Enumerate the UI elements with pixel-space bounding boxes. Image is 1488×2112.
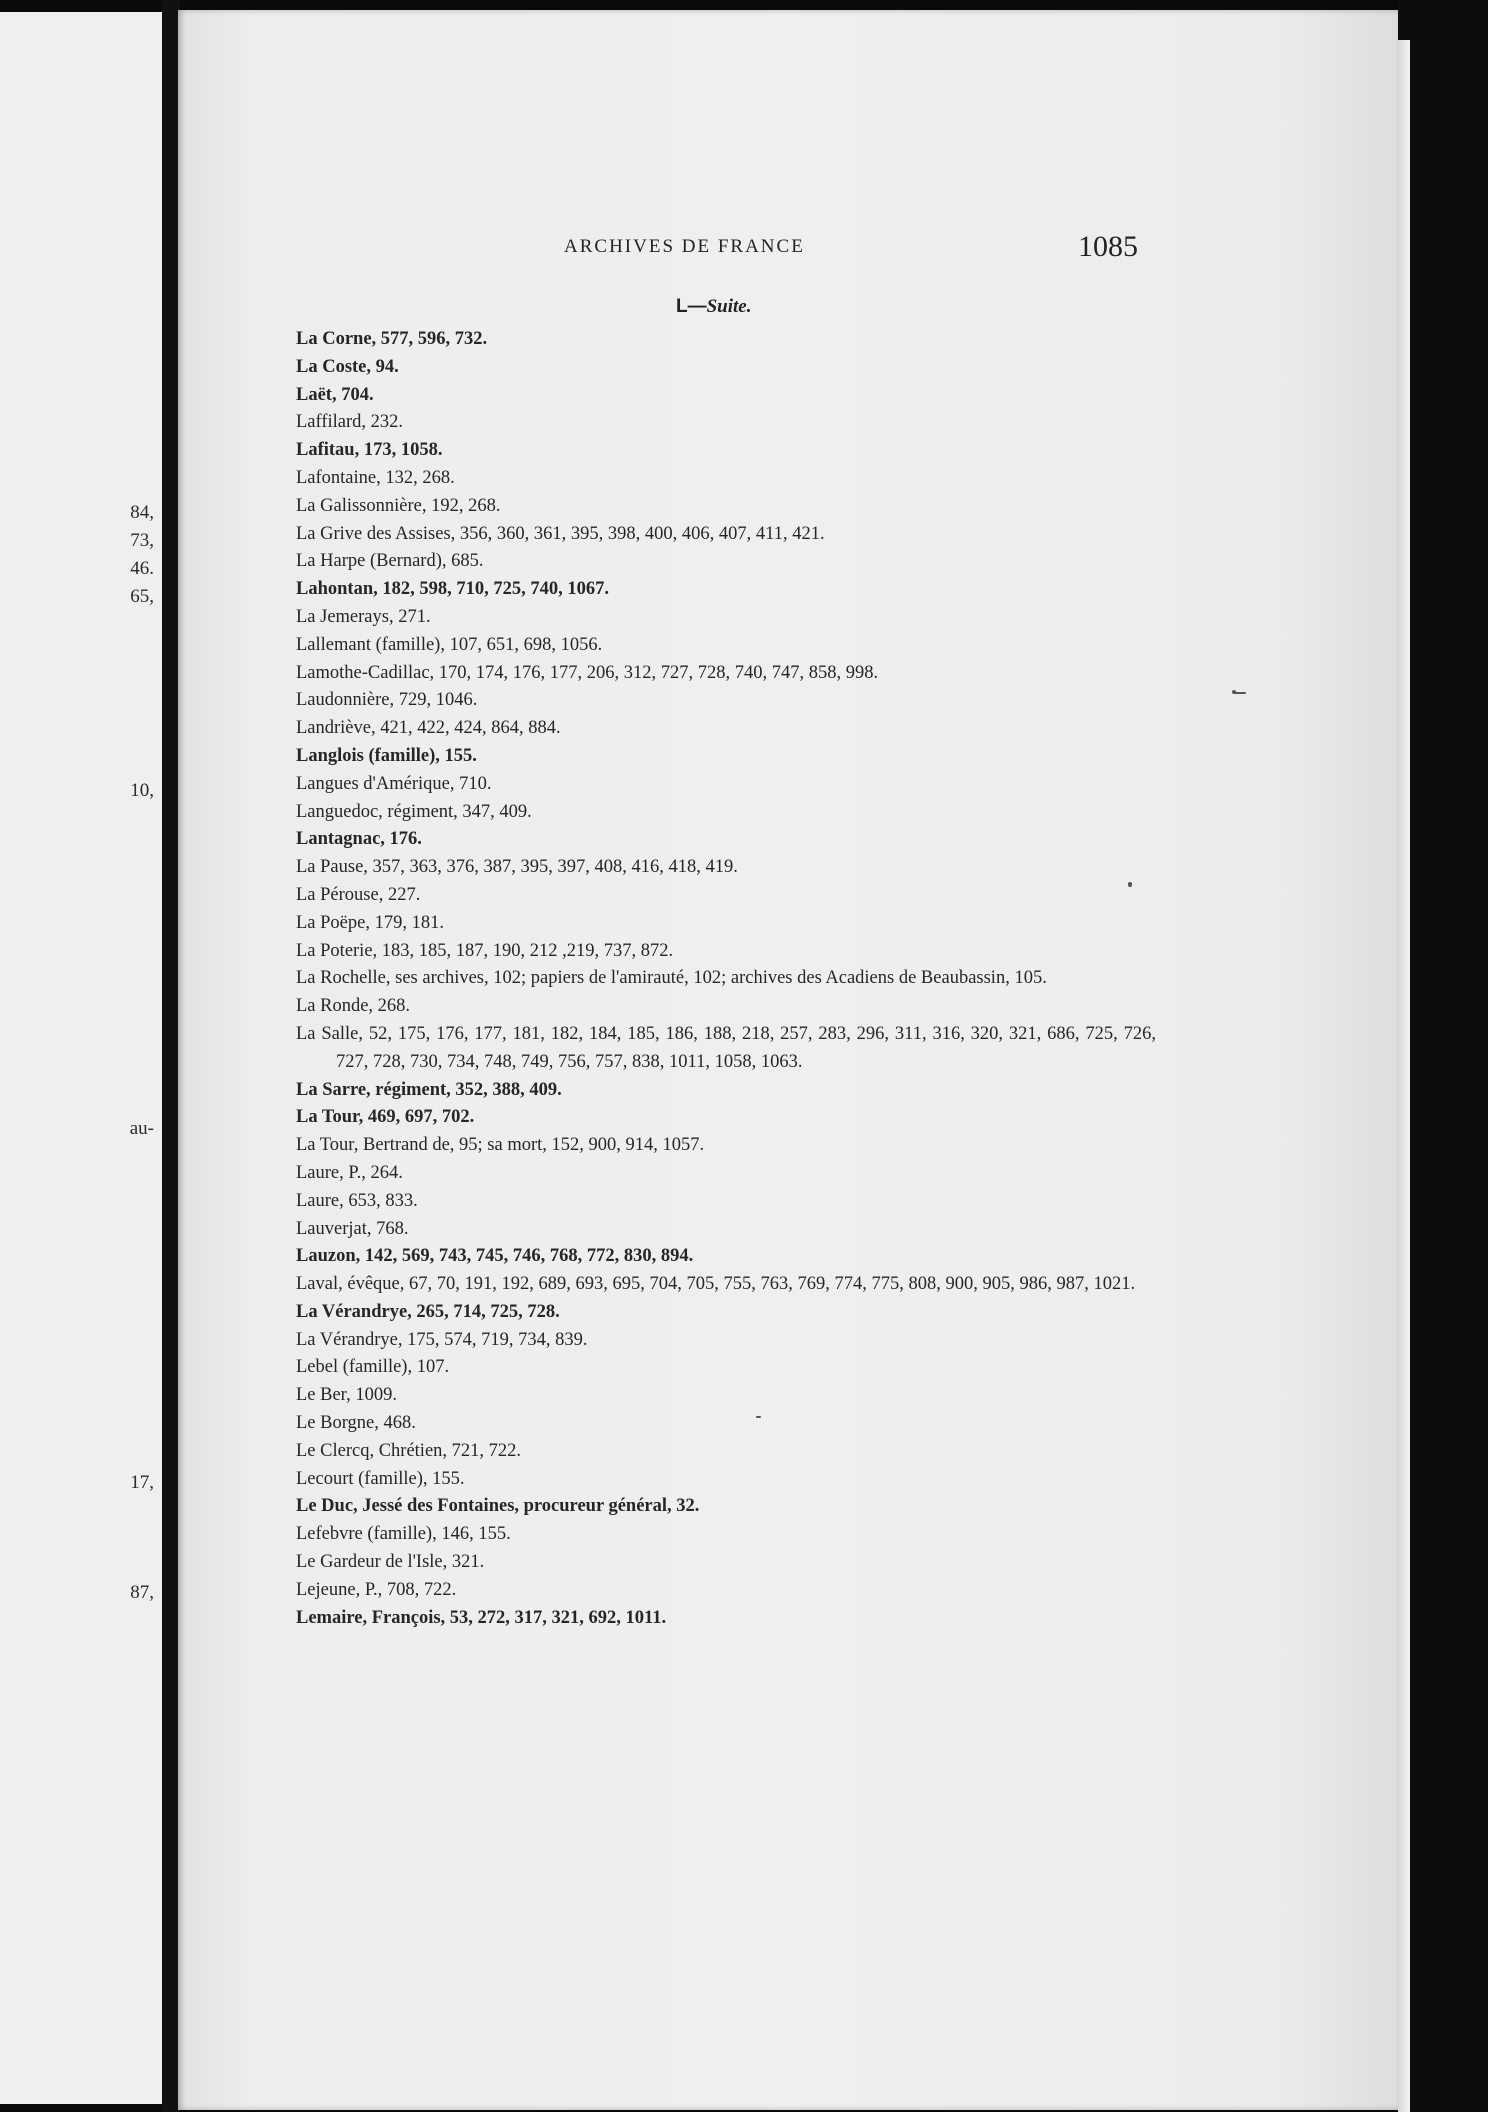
index-entry: La Tour, 469, 697, 702. [296, 1107, 475, 1128]
index-entry: Le Borgne, 468. [296, 1413, 416, 1434]
index-entry: La Ronde, 268. [296, 996, 411, 1017]
index-entry: Lahontan, 182, 598, 710, 725, 740, 1067. [296, 579, 609, 600]
index-entry: Lafontaine, 132, 268. [296, 467, 455, 488]
index-entry: Lecourt (famille), 155. [296, 1468, 465, 1489]
prev-page-text: 87, [130, 1582, 154, 1603]
index-entry: La Vérandrye, 175, 574, 719, 734, 839. [296, 1329, 588, 1350]
section-heading [676, 296, 751, 318]
index-entry: Landriève, 421, 422, 424, 864, 884. [296, 718, 561, 739]
page-edge [1398, 0, 1488, 2112]
page-sheet-edge [1398, 40, 1410, 2112]
paper-speck [1128, 882, 1132, 887]
prev-page-text: au- [129, 1118, 154, 1139]
index-entry: La Sarre, régiment, 352, 388, 409. [296, 1079, 562, 1100]
index-entry: Laval, évêque, 67, 70, 191, 192, 689, 693, 695, 704, 705, 755, 763, 769, 774, 775, 808, 900, 905, 986, 987, 1021. [296, 1274, 1136, 1295]
index-entry: La Rochelle, ses archives, 102; papiers de l'amirauté, 102; archives des Acadiens de Beaubassin, 105. [296, 968, 1047, 989]
paper-speck [1234, 692, 1246, 694]
index-entry: Le Ber, 1009. [296, 1385, 397, 1406]
index-entry: La Grive des Assises, 356, 360, 361, 395, 398, 400, 406, 407, 411, 421. [296, 523, 825, 544]
index-entry: La Salle, 52, 175, 176, 177, 181, 182, 184, 185, 186, 188, 218, 257, 283, 296, 311, 316, 320, 321, 686, 725, 726, 727, 728, 730, 734, 748, 749, 756, 757, 838, 1011, 1058, 1063. [296, 1023, 1156, 1072]
index-entry: Laffilard, 232. [296, 412, 404, 433]
index-entry: Laudonnière, 729, 1046. [296, 690, 478, 711]
index-entry: Lauverjat, 768. [296, 1218, 409, 1239]
index-entry: La Pérouse, 227. [296, 884, 421, 905]
previous-page-fragment [0, 12, 162, 2104]
index-entry: Le Gardeur de l'Isle, 321. [296, 1552, 485, 1573]
index-entry: La Galissonnière, 192, 268. [296, 495, 501, 516]
index-entry: Langlois (famille), 155. [296, 745, 477, 766]
index-entry: Lamothe-Cadillac, 170, 174, 176, 177, 206, 312, 727, 728, 740, 747, 858, 998. [296, 662, 879, 683]
index-entry: Languedoc, régiment, 347, 409. [296, 801, 532, 822]
index-entry: La Tour, Bertrand de, 95; sa mort, 152, 900, 914, 1057. [296, 1135, 705, 1156]
index-entry: La Corne, 577, 596, 732. [296, 329, 488, 349]
index-entry: Lantagnac, 176. [296, 829, 422, 850]
index-entry: La Vérandrye, 265, 714, 725, 728. [296, 1301, 560, 1322]
page-number: 1085 [1078, 230, 1138, 263]
index-entry: Le Clercq, Chrétien, 721, 722. [296, 1440, 522, 1461]
prev-page-text: 10, [130, 780, 154, 801]
index-entry: La Harpe (Bernard), 685. [296, 551, 484, 572]
paper-speck [756, 1416, 761, 1418]
prev-page-text: 65, [130, 586, 154, 607]
section-letter: L— [676, 296, 707, 317]
index-entry: Laure, P., 264. [296, 1162, 403, 1183]
index-entries [296, 326, 1156, 1632]
prev-page-text: 84, [130, 502, 154, 523]
index-entry: Lejeune, P., 708, 722. [296, 1579, 457, 1600]
index-entry: Laët, 704. [296, 384, 374, 405]
index-entry: Lebel (famille), 107. [296, 1357, 450, 1378]
index-entry: Lallemant (famille), 107, 651, 698, 1056. [296, 634, 603, 655]
section-suite: Suite. [706, 296, 752, 317]
running-title: ARCHIVES DE FRANCE [564, 236, 805, 257]
index-entry: La Poëpe, 179, 181. [296, 912, 444, 933]
index-entry: Langues d'Amérique, 710. [296, 773, 492, 794]
prev-page-text: 73, [130, 530, 154, 551]
index-entry: Le Duc, Jessé des Fontaines, procureur général, 32. [296, 1496, 700, 1517]
index-entry: Lafitau, 173, 1058. [296, 440, 443, 461]
index-entry: La Poterie, 183, 185, 187, 190, 212 ,219, 737, 872. [296, 940, 674, 961]
index-entry: Lauzon, 142, 569, 743, 745, 746, 768, 772, 830, 894. [296, 1246, 694, 1267]
index-entry: Lemaire, François, 53, 272, 317, 321, 692, 1011. [296, 1607, 667, 1628]
index-entry: Lefebvre (famille), 146, 155. [296, 1524, 511, 1545]
index-entry: La Pause, 357, 363, 376, 387, 395, 397, 408, 416, 418, 419. [296, 857, 738, 878]
index-entry: La Jemerays, 271. [296, 606, 431, 627]
prev-page-text: 46. [130, 558, 154, 579]
prev-page-text: 17, [130, 1472, 154, 1493]
index-entry: Laure, 653, 833. [296, 1190, 418, 1211]
index-entry: La Coste, 94. [296, 356, 399, 377]
